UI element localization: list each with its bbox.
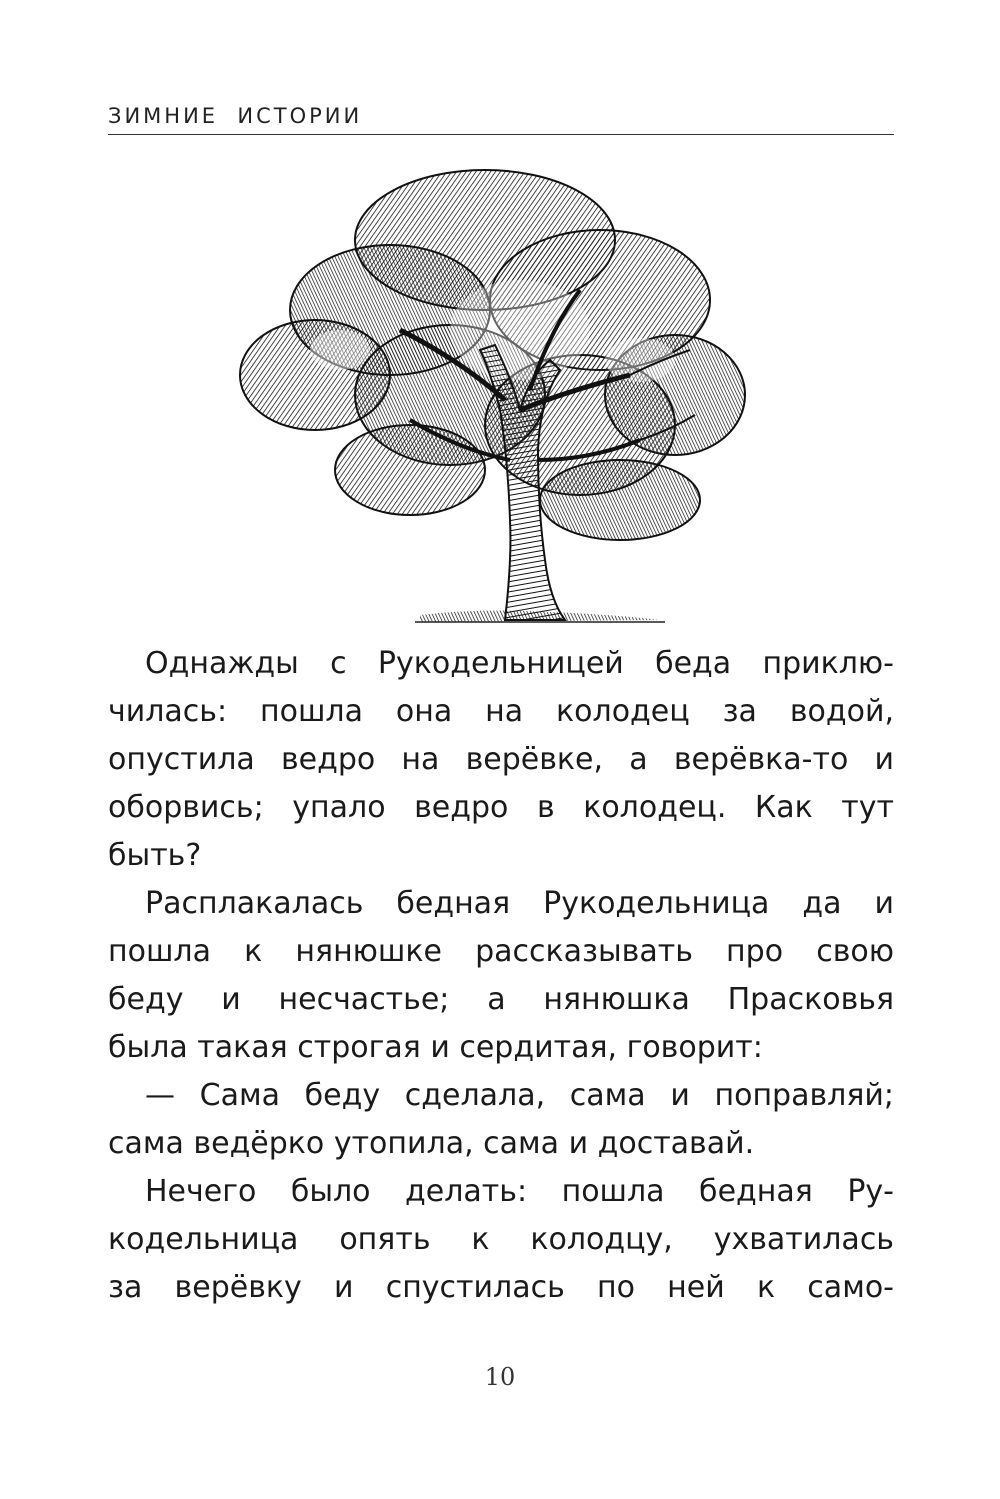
running-head: ЗИМНИЕ ИСТОРИИ <box>108 102 894 135</box>
text-line: Расплакалась бедная Рукодельница да и <box>145 886 894 921</box>
text-line: чилась: пошла она на колодец за водой, <box>108 694 894 729</box>
body-text <box>108 640 894 1312</box>
text-line: кодельница опять к колодцу, ухватилась <box>108 1222 894 1257</box>
text-line: за верёвку и спустилась по ней к само- <box>108 1270 894 1305</box>
text-line: — Сама беду сделала, сама и поправляй; <box>145 1078 894 1113</box>
oak-tree-illustration <box>220 160 750 640</box>
text-line: оборвись; упало ведро в колодец. Как тут <box>108 790 894 825</box>
page-number: 10 <box>484 1363 516 1391</box>
text-line: Однажды с Рукодельницей беда приклю- <box>145 646 894 681</box>
text-line: была такая строгая и сердитая, говорит: <box>108 1030 763 1065</box>
text-line: Нечего было делать: пошла бедная Ру- <box>145 1174 894 1209</box>
text-line: беду и несчастье; а нянюшка Прасковья <box>108 982 894 1017</box>
text-line: сама ведёрко утопила, сама и доставай. <box>108 1126 755 1161</box>
text-line: пошла к нянюшке рассказывать про свою <box>108 934 894 969</box>
text-line: быть? <box>108 838 202 873</box>
text-line: опустила ведро на верёвке, а верёвка-то и <box>108 742 894 777</box>
